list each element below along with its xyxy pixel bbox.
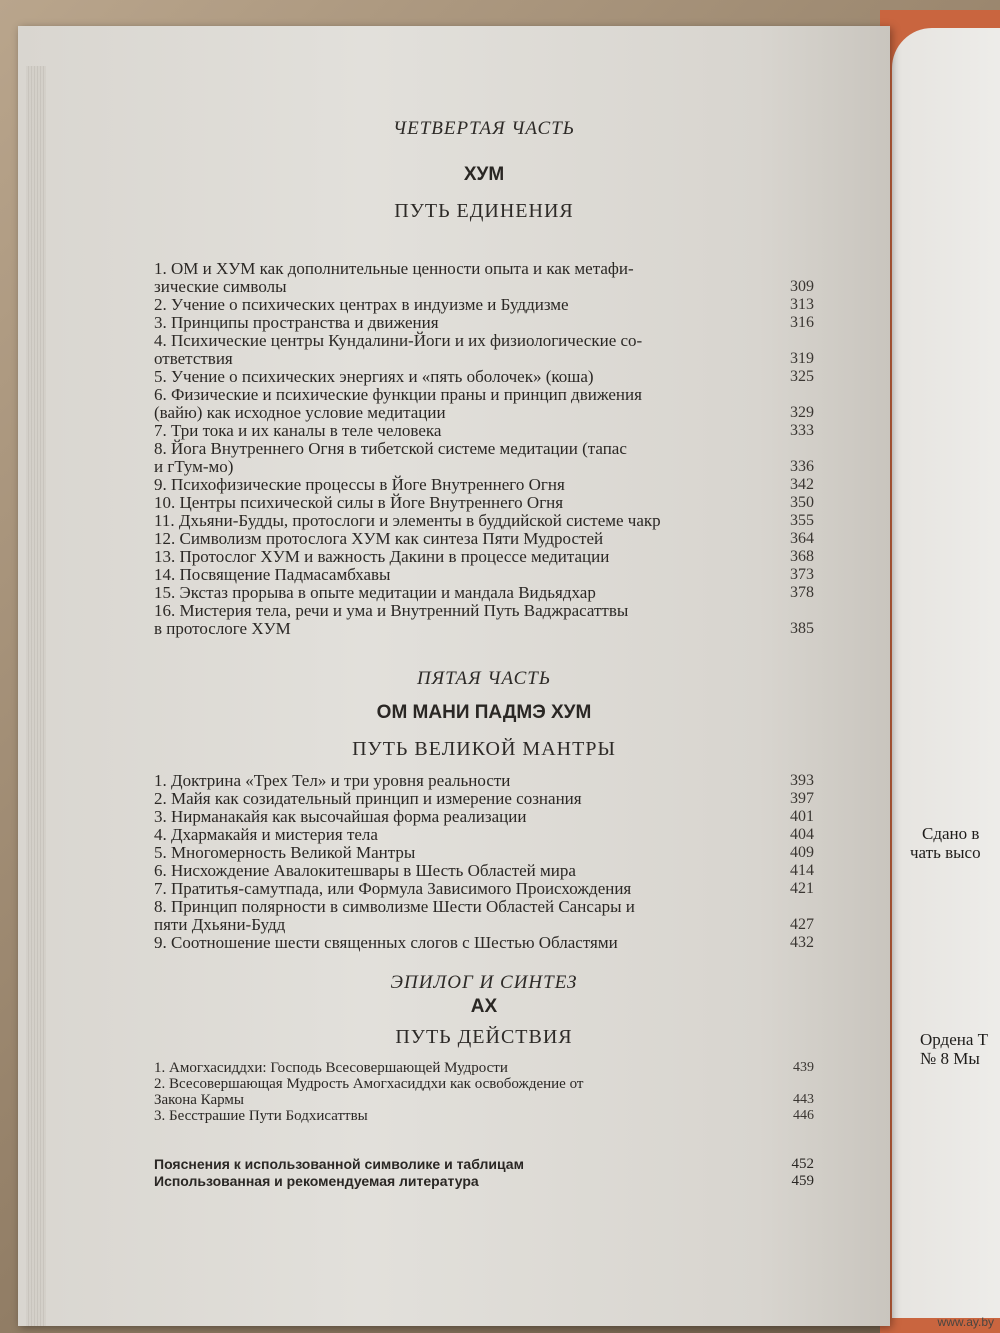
page-number: 439 <box>793 1060 814 1075</box>
toc-entry <box>154 584 814 602</box>
toc-entry <box>154 368 814 386</box>
part-syllable: ХУМ <box>463 164 505 185</box>
page-number: 452 <box>791 1156 814 1172</box>
toc-entry-text: 3. Нирманакайя как высочайшая форма реализации <box>154 807 527 826</box>
page-number: 393 <box>790 772 814 789</box>
toc-entry <box>154 440 814 476</box>
toc-entry <box>154 898 814 934</box>
page-number: 336 <box>790 458 814 475</box>
toc-entry-text: 11. Дхьяни-Будды, протослоги и элементы в буддийской системе чакр <box>154 511 661 530</box>
page-number: 404 <box>790 826 814 843</box>
part-syllable: ОМ МАНИ ПАДМЭ ХУМ <box>376 702 592 723</box>
toc-entry-text: 16. Мистерия тела, речи и ума и Внутренний Путь Ваджрасаттвы <box>154 601 629 620</box>
part-title: ЭПИЛОГ И СИНТЕЗ <box>390 972 578 993</box>
toc-entry <box>154 422 814 440</box>
path-title: ПУТЬ ЕДИНЕНИЯ <box>394 200 574 222</box>
toc-entry <box>154 934 814 952</box>
toc-entry <box>154 314 814 332</box>
book-page <box>18 26 890 1326</box>
toc-entry-text: 9. Соотношение шести священных слогов с Шестью Областями <box>154 933 618 952</box>
toc-list-epilogue <box>154 1060 814 1124</box>
toc-entry-text: 14. Посвящение Падмасамбхавы <box>154 565 391 584</box>
toc-entry <box>154 1076 814 1108</box>
page-number: 397 <box>790 790 814 807</box>
toc-entry <box>154 808 814 826</box>
toc-entry-text: 6. Физические и психические функции праны и принцип движения <box>154 385 642 404</box>
page-number: 309 <box>790 278 814 295</box>
toc-list-part5 <box>154 772 814 952</box>
page-number: 364 <box>790 530 814 547</box>
next-page-line: Ордена Т <box>920 1030 989 1049</box>
toc-entry-text: 1. Доктрина «Трех Тел» и три уровня реальности <box>154 771 511 790</box>
page-number: 333 <box>790 422 814 439</box>
toc-entry <box>154 844 814 862</box>
toc-entry-text: 4. Дхармакайя и мистерия тела <box>154 825 378 844</box>
page-number: 432 <box>790 934 814 951</box>
appendix-label: Пояснения к использованной символике и таблицам <box>154 1156 524 1172</box>
page-number: 414 <box>790 862 814 879</box>
page-number: 401 <box>790 808 814 825</box>
appendix-label: Использованная и рекомендуемая литература <box>154 1173 479 1189</box>
toc-entry-text: 12. Символизм протослога ХУМ как синтеза Пяти Мудростей <box>154 529 604 548</box>
appendix-entry <box>154 1156 814 1172</box>
toc-entry-text: 2. Всесовершающая Мудрость Амогхасиддхи как освобождение от <box>154 1076 584 1092</box>
page-number: 350 <box>790 494 814 511</box>
toc-entry-text: 4. Психические центры Кундалини-Йоги и их физиологические со- <box>154 331 643 350</box>
toc-entry-text: 3. Принципы пространства и движения <box>154 313 439 332</box>
page-number: 313 <box>790 296 814 313</box>
toc-entry-text: 1. Амогхасиддхи: Господь Всесовершающей Мудрости <box>154 1060 508 1076</box>
page-edges <box>26 66 46 1326</box>
toc-entry-text: 10. Центры психической силы в Йоге Внутреннего Огня <box>154 493 564 512</box>
next-page-line: чать высо <box>910 843 981 862</box>
page-number: 446 <box>793 1108 814 1123</box>
toc-entry <box>154 260 814 296</box>
toc-entry <box>154 880 814 898</box>
page-number: 409 <box>790 844 814 861</box>
page-number: 355 <box>790 512 814 529</box>
appendix-entry <box>154 1173 814 1189</box>
page-number: 385 <box>790 620 814 637</box>
toc-list-part4 <box>154 260 814 638</box>
toc-entry-text: пяти Дхьяни-Будд <box>154 915 286 934</box>
toc-entry <box>154 772 814 790</box>
toc-entry-text: 15. Экстаз прорыва в опыте медитации и мандала Видьядхар <box>154 583 596 602</box>
page-number: 316 <box>790 314 814 331</box>
page-number: 427 <box>790 916 814 933</box>
toc-entry <box>154 296 814 314</box>
watermark: www.ay.by <box>937 1315 994 1329</box>
toc-entry-text: 8. Принцип полярности в символизме Шести Областей Сансары и <box>154 897 635 916</box>
toc-entry-text: 1. ОМ и ХУМ как дополнительные ценности опыта и как метафи- <box>154 259 634 278</box>
toc-entry <box>154 494 814 512</box>
next-page-line: Сдано в <box>922 824 980 843</box>
toc-entry <box>154 332 814 368</box>
next-page-line: № 8 Мы <box>920 1049 980 1068</box>
toc-entry-text: 8. Йога Внутреннего Огня в тибетской системе медитации (тапас <box>154 439 627 458</box>
page-number: 421 <box>790 880 814 897</box>
toc-entry <box>154 566 814 584</box>
toc-entry <box>154 1060 814 1076</box>
page-number: 378 <box>790 584 814 601</box>
toc-entry <box>154 862 814 880</box>
toc-entry-text: Закона Кармы <box>154 1092 244 1108</box>
toc-entry <box>154 386 814 422</box>
toc-entry-text: ответствия <box>154 349 233 368</box>
toc-entry <box>154 530 814 548</box>
toc-entry-text: 2. Учение о психических центрах в индуизме и Буддизме <box>154 295 569 314</box>
toc-entry-text: 7. Пратитья-самутпада, или Формула Зависимого Происхождения <box>154 879 632 898</box>
toc-entry-text: и гТум-мо) <box>154 457 234 476</box>
toc-entry <box>154 790 814 808</box>
toc-entry <box>154 548 814 566</box>
toc-entry <box>154 602 814 638</box>
toc-entry <box>154 1108 814 1124</box>
page-number: 443 <box>793 1092 814 1107</box>
page-number: 373 <box>790 566 814 583</box>
toc-entry <box>154 476 814 494</box>
toc-entry-text: 6. Нисхождение Авалокитешвары в Шесть Областей мира <box>154 861 576 880</box>
toc-entry-text: 5. Учение о психических энергиях и «пять оболочек» (коша) <box>154 367 594 386</box>
toc-entry-text: в протослоге ХУМ <box>154 619 291 638</box>
toc-entry-text: 5. Многомерность Великой Мантры <box>154 843 416 862</box>
page-number: 329 <box>790 404 814 421</box>
path-title: ПУТЬ ДЕЙСТВИЯ <box>395 1026 573 1048</box>
path-title: ПУТЬ ВЕЛИКОЙ МАНТРЫ <box>352 738 616 760</box>
part-title: ПЯТАЯ ЧАСТЬ <box>416 668 552 689</box>
toc-entry-text: 3. Бесстрашие Пути Бодхисаттвы <box>154 1108 368 1124</box>
toc-entry <box>154 826 814 844</box>
part-title: ЧЕТВЕРТАЯ ЧАСТЬ <box>393 118 575 139</box>
toc-entry-text: 2. Майя как созидательный принцип и измерение сознания <box>154 789 582 808</box>
page-number: 459 <box>791 1173 814 1189</box>
toc-entry <box>154 512 814 530</box>
part-syllable: АХ <box>470 996 498 1017</box>
page-number: 368 <box>790 548 814 565</box>
page-number: 325 <box>790 368 814 385</box>
toc-entry-text: 7. Три тока и их каналы в теле человека <box>154 421 442 440</box>
toc-entry-text: зические символы <box>154 277 287 296</box>
toc-entry-text: 9. Психофизические процессы в Йоге Внутреннего Огня <box>154 475 565 494</box>
toc-entry-text: (вайю) как исходное условие медитации <box>154 403 446 422</box>
page-number: 319 <box>790 350 814 367</box>
next-page <box>892 28 1000 1318</box>
toc-entry-text: 13. Протослог ХУМ и важность Дакини в процессе медитации <box>154 547 610 566</box>
page-number: 342 <box>790 476 814 493</box>
